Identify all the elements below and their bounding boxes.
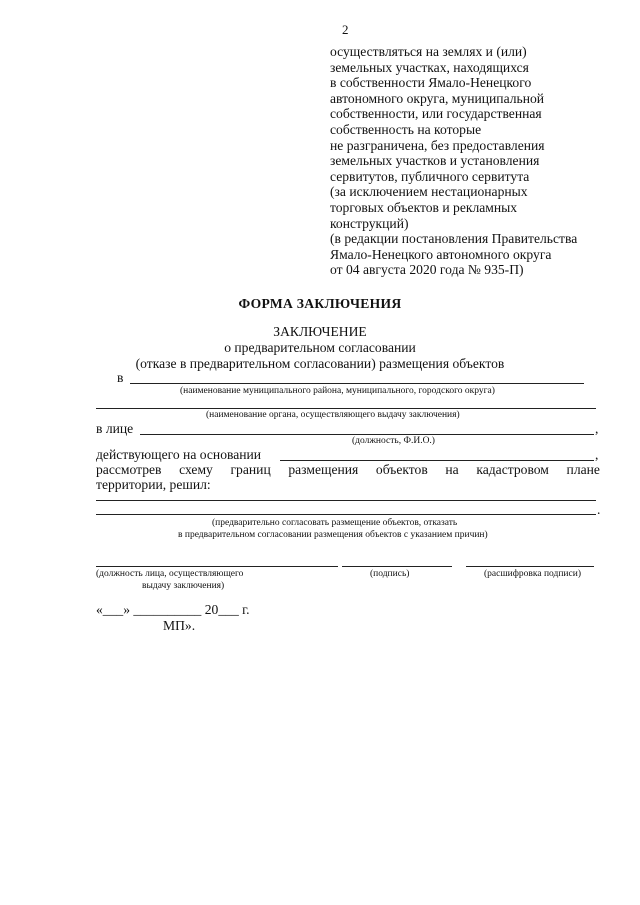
signer-position-caption: выдачу заключения) xyxy=(142,581,225,591)
form-title: ФОРМА ЗАКЛЮЧЕНИЯ xyxy=(238,296,402,311)
decision-field-line[interactable] xyxy=(96,514,596,515)
word: на xyxy=(445,462,459,477)
signer-position-line[interactable] xyxy=(96,566,338,567)
decision-caption: (предварительно согласовать размещение объектов, отказать xyxy=(212,518,458,528)
period: . xyxy=(597,502,601,517)
heading-block xyxy=(330,44,577,278)
comma: , xyxy=(595,421,599,436)
word: рассмотрев xyxy=(96,462,162,477)
heading-line: (за исключением нестационарных xyxy=(330,184,528,200)
municipality-field-line[interactable] xyxy=(130,383,584,384)
municipality-caption: (наименование муниципального района, муниципального, городского округа) xyxy=(180,386,495,396)
decoding-caption: (расшифровка подписи) xyxy=(484,569,581,579)
heading-line: Ямало-Ненецкого автономного округа xyxy=(330,246,552,262)
signer-position-caption: (должность лица, осуществляющего xyxy=(96,569,244,579)
heading-line: в собственности Ямало-Ненецкого xyxy=(330,75,532,91)
organ-field-line[interactable] xyxy=(96,408,596,409)
basis-label: действующего на основании xyxy=(96,447,262,462)
signature-decoding-line[interactable] xyxy=(466,566,594,567)
organ-caption: (наименование органа, осуществляющего выдачу заключения) xyxy=(206,410,460,420)
heading-line: от 04 августа 2020 года № 935-П) xyxy=(330,262,524,278)
decision-caption: в предварительном согласовании размещения объектов с указанием причин) xyxy=(178,530,488,540)
word: плане xyxy=(566,462,600,477)
heading-line: торговых объектов и рекламных xyxy=(330,199,518,215)
page-number: 2 xyxy=(342,22,349,37)
word: границ xyxy=(230,462,271,477)
territory-text: территории, решил: xyxy=(96,477,211,492)
basis-field-line[interactable] xyxy=(280,460,594,461)
word: схему xyxy=(179,462,213,477)
word: размещения xyxy=(288,462,359,477)
word: объектов xyxy=(375,462,428,477)
decision-field-line[interactable] xyxy=(96,500,596,501)
doc-subtitle: о предварительном согласовании xyxy=(224,340,416,355)
heading-line: земельных участков и установления xyxy=(330,153,540,169)
signature-caption: (подпись) xyxy=(370,569,410,579)
v-lice-label: в лице xyxy=(96,421,134,436)
position-caption: (должность, Ф.И.О.) xyxy=(352,436,435,446)
date-line: «___» __________ 20___ г. xyxy=(96,602,250,617)
word: кадастровом xyxy=(476,462,549,477)
signature-line[interactable] xyxy=(342,566,452,567)
heading-line: сервитутов, публичного сервитута xyxy=(330,168,530,184)
doc-title: ЗАКЛЮЧЕНИЕ xyxy=(273,324,367,339)
comma: , xyxy=(595,447,599,462)
heading-line: земельных участках, находящихся xyxy=(330,59,529,75)
heading-line: не разграничена, без предоставления xyxy=(330,137,545,153)
heading-line: собственность на которые xyxy=(330,121,482,137)
doc-subtitle: (отказе в предварительном согласовании) размещения объектов xyxy=(135,356,505,371)
heading-line: конструкций) xyxy=(330,215,409,231)
heading-line: (в редакции постановления Правительства xyxy=(330,231,578,247)
heading-line: собственности, или государственная xyxy=(330,106,542,122)
v-label: в xyxy=(117,370,124,385)
heading-line: автономного округа, муниципальной xyxy=(330,90,545,106)
stamp-place: МП». xyxy=(163,618,196,633)
person-field-line[interactable] xyxy=(140,434,594,435)
justified-line xyxy=(96,462,600,478)
heading-line: осуществляться на землях и (или) xyxy=(330,44,527,59)
